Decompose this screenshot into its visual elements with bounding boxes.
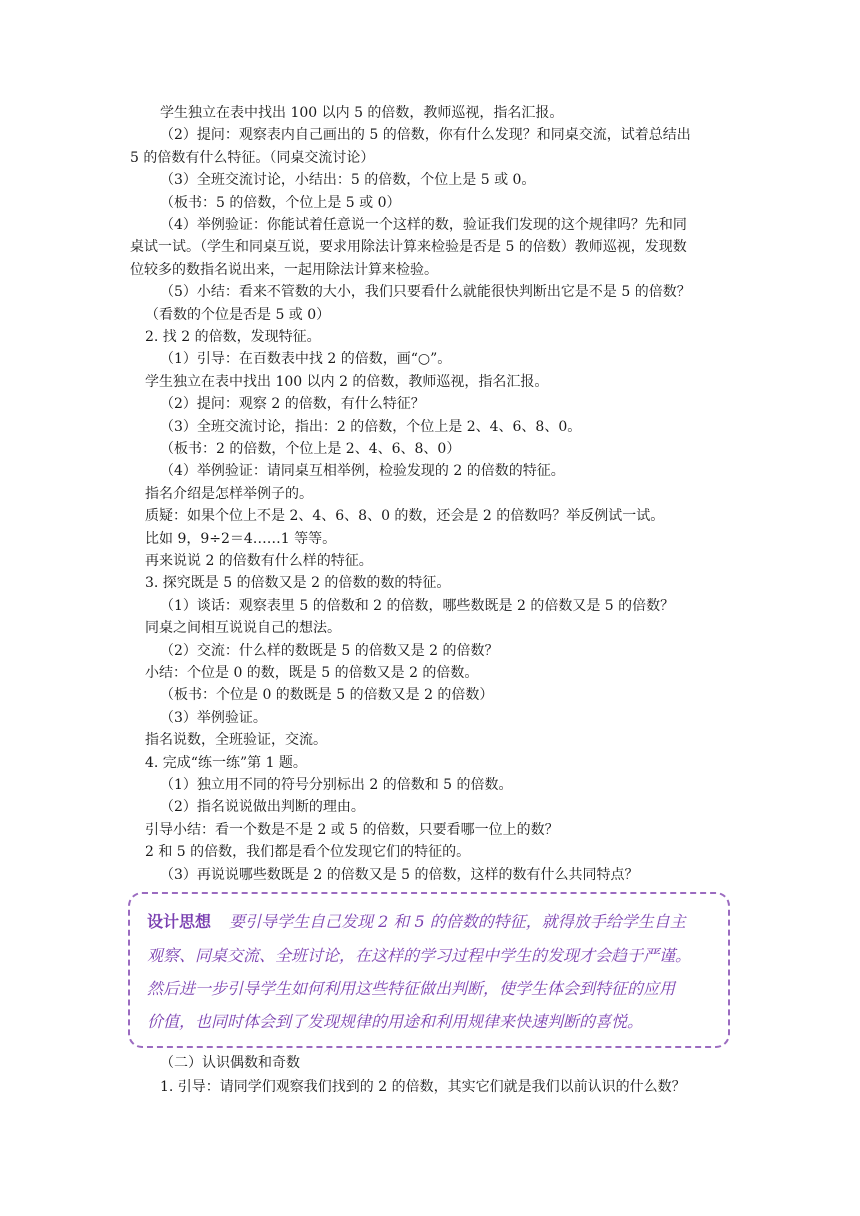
- text-line: 4. 完成“练一练”第 1 题。: [145, 754, 307, 771]
- text-line: （1）引导：在百数表中找 2 的倍数，画“○”。: [160, 351, 452, 368]
- text-line: 比如 9，9÷2＝4……1 等等。: [145, 530, 337, 547]
- text-line: 质疑：如果个位上不是 2、4、6、8、0 的数，还会是 2 的倍数吗？举反例试一试。: [145, 508, 665, 525]
- text-line: 学生独立在表中找出 100 以内 5 的倍数，教师巡视，指名汇报。: [160, 105, 564, 121]
- text-line: （2）指名说说做出判断的理由。: [160, 799, 365, 816]
- text-line: 3. 探究既是 5 的倍数又是 2 的倍数的数的特征。: [145, 575, 451, 592]
- text-line: （2）提问：观察表内自己画出的 5 的倍数，你有什么发现？和同桌交流，试着总结出: [160, 127, 691, 144]
- text-line: （板书：个位是 0 的数既是 5 的倍数又是 2 的倍数）: [160, 687, 494, 704]
- design-line-2: 观察、同桌交流、全班讨论，在这样的学习过程中学生的发现才会趋于严谨。: [147, 946, 692, 965]
- text-line: 指名说数，全班验证，交流。: [145, 732, 327, 749]
- text-line: （3）再说说哪些数既是 2 的倍数又是 5 的倍数，这样的数有什么共同特点？: [160, 866, 639, 883]
- text-line: （2）交流：什么样的数既是 5 的倍数又是 2 的倍数？: [160, 642, 499, 659]
- text-line: （4）举例验证：你能试着任意说一个这样的数，验证我们发现的这个规律吗？先和同: [160, 217, 687, 233]
- text-line: 学生独立在表中找出 100 以内 2 的倍数，教师巡视，指名汇报。: [145, 373, 549, 390]
- text-line: 小结：个位是 0 的数，既是 5 的倍数又是 2 的倍数。: [145, 665, 479, 681]
- text-line: 5 的倍数有什么特征。（同桌交流讨论）: [130, 149, 375, 166]
- text-line: 再来说说 2 的倍数有什么样的特征。: [145, 553, 373, 569]
- design-line-3: 然后进一步引导学生如何利用这些特征做出判断，使学生体会到特征的应用: [147, 979, 676, 998]
- text-line: 桌试一试。（学生和同桌互说，要求用除法计算来检验是否是 5 的倍数）教师巡视，发现数: [130, 239, 687, 256]
- text-line: （3）全班交流讨论，指出：2 的倍数，个位上是 2、4、6、8、0。: [160, 418, 582, 435]
- text-line: （1）独立用不同的符号分别标出 2 的倍数和 5 的倍数。: [160, 777, 513, 793]
- text-line: （3）全班交流讨论，小结出：5 的倍数，个位上是 5 或 0。: [160, 172, 536, 189]
- text-line: （板书：5 的倍数，个位上是 5 或 0）: [160, 194, 401, 211]
- text-line: （5）小结：看来不管数的大小，我们只要看什么就能很快判断出它是不是 5 的倍数？: [160, 284, 691, 301]
- design-text: 要引导学生自己发现 2 和 5 的倍数的特征，就得放手给学生自主: [229, 912, 686, 931]
- design-title: 设计思想: [147, 912, 212, 931]
- design-line-1: [147, 910, 686, 934]
- text-line: 引导小结：看一个数是不是 2 或 5 的倍数，只要看哪一位上的数？: [145, 821, 559, 838]
- text-line: （4）举例验证：请同桌互相举例，检验发现的 2 的倍数的特征。: [160, 463, 565, 480]
- text-line: （2）提问：观察 2 的倍数，有什么特征？: [160, 396, 425, 413]
- text-line: （看数的个位是否是 5 或 0）: [145, 306, 331, 323]
- section-heading: （二）认识偶数和奇数: [160, 1055, 300, 1071]
- text-line: 2. 找 2 的倍数，发现特征。: [145, 329, 321, 345]
- text-line: 同桌之间相互说说自己的想法。: [145, 620, 341, 637]
- text-line: 位较多的数指名说出来，一起用除法计算来检验。: [130, 261, 438, 278]
- design-line-4: 价值，也同时体会到了发现规律的用途和利用规律来快速判断的喜悦。: [147, 1012, 644, 1031]
- text-line: 1. 引导：请同学们观察我们找到的 2 的倍数，其实它们就是我们以前认识的什么数？: [160, 1079, 686, 1095]
- text-line: （3）举例验证。: [160, 709, 267, 726]
- text-line: （板书：2 的倍数，个位上是 2、4、6、8、0）: [160, 441, 461, 457]
- text-line: （1）谈话：观察表里 5 的倍数和 2 的倍数，哪些数既是 2 的倍数又是 5 的倍数？: [160, 597, 675, 614]
- text-line: 指名介绍是怎样举例子的。: [145, 485, 313, 502]
- text-line: 2 和 5 的倍数，我们都是看个位发现它们的特征的。: [145, 844, 471, 861]
